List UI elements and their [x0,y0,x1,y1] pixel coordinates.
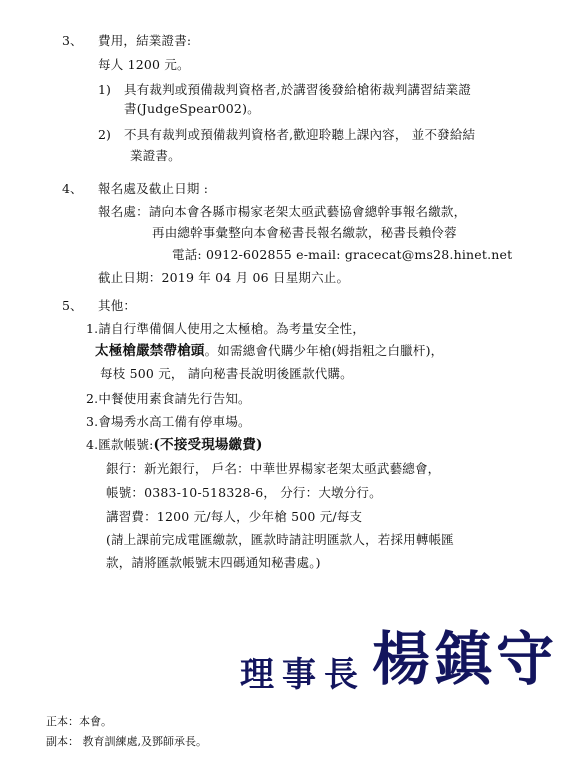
other-item-1-line-1: 1.請自行準備個人使用之太極槍。為考量安全性， [86,321,366,336]
other-item-2: 2.中餐使用素食請先行告知。 [86,391,251,406]
item-2-line-1: 不具有裁判或預備裁判資格者,歡迎聆聽上課內容， 並不發給結 [124,127,476,142]
registration-line-1: 報名處：請向本會各縣市楊家老架太亟武藝協會總幹事報名繳款， [98,204,467,219]
fees-info: 講習費：1200 元/每人，少年槍 500 元/每支 [106,509,363,524]
section-5-number: 5、 [62,298,83,313]
bank-info: 銀行：新光銀行， 戶名：中華世界楊家老架太亟武藝總會， [106,461,441,476]
remittance-label: 4.匯款帳號: [86,437,154,452]
item-1-number: 1) [98,82,111,97]
payment-note-line-2: 款，請將匯款帳號末四碼通知秘書處。) [106,555,321,570]
footer-copy: 副本： 教育訓練處,及鄧師承長。 [46,735,207,748]
section-3-title: 費用，結業證書: [98,33,192,48]
section-3-number: 3、 [62,33,83,48]
no-spear-head-warning: 太極槍嚴禁帶槍頭 [95,343,205,359]
other-item-1-line-3: 每枝 500 元， 請向秘書長說明後匯款代購。 [100,366,353,381]
fee-text: 每人 1200 元。 [98,57,190,72]
no-onsite-payment-note: (不接受現場繳費) [153,437,263,453]
payment-note-line-1: (請上課前完成電匯繳款，匯款時請註明匯款人，若採用轉帳匯 [106,532,454,547]
footer-original: 正本：本會。 [46,715,112,728]
signature-title: 理事長 [240,655,366,695]
other-item-4 [86,437,263,453]
item-2-number: 2) [98,127,111,142]
item-2-line-2: 業證書。 [130,148,181,163]
item-1-line-2: 書(JudgeSpear002)。 [124,101,260,116]
deadline-text: 截止日期：2019 年 04 月 06 日星期六止。 [98,270,350,285]
signature-name: 楊鎮守 [372,625,559,693]
registration-line-2: 再由總幹事彙整向本會秘書長報名繳款，秘書長賴伶蓉 [152,225,457,240]
section-4-number: 4、 [62,181,83,196]
section-4-title: 報名處及截止日期 : [98,181,209,196]
other-item-1-line-2-rest: 。如需總會代購少年槍(姆指粗之白臘杆)， [204,343,444,358]
section-5-title: 其他： [98,298,137,313]
other-item-3: 3.會場秀水高工備有停車場。 [86,414,251,429]
signature [240,612,559,695]
item-1-line-1: 具有裁判或預備裁判資格者,於講習後發給槍術裁判講習結業證 [124,82,472,97]
contact-line: 電話: 0912-602855 e-mail: gracecat@ms28.hinet.net [172,247,513,262]
other-item-1-line-2 [95,343,443,359]
account-info: 帳號：0383-10-518328-6， 分行：大墩分行。 [106,485,382,500]
